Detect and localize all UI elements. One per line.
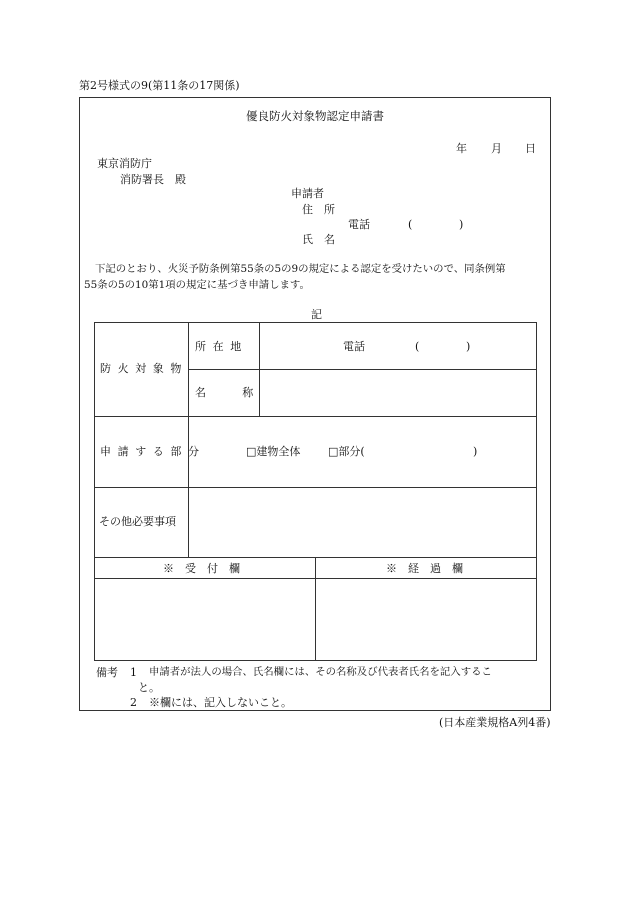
table-right-border — [536, 322, 537, 661]
location-phone-label: 電話 — [343, 340, 365, 353]
date-month-label: 月 — [491, 142, 502, 155]
applicant-phone-open: ( — [408, 218, 413, 231]
fire-target-label: 防火対象物 — [100, 362, 188, 375]
applicant-label: 申請者 — [291, 187, 324, 200]
note-2-number: 2 — [130, 696, 137, 709]
date-day-label: 日 — [525, 142, 536, 155]
applicant-name-label: 氏 名 — [302, 233, 335, 246]
location-name-divider — [188, 369, 537, 370]
body-text-line2: 55条の5の10第1項の規定に基づき申請します。 — [84, 279, 310, 291]
applicant-phone-close: ) — [459, 218, 464, 231]
reception-progress-divider — [315, 557, 316, 661]
note-2-text: ※欄には、記入しないこと。 — [149, 696, 292, 709]
applicant-phone-label: 電話 — [348, 218, 370, 231]
date-year-label: 年 — [456, 142, 467, 155]
other-items-label: その他必要事項 — [99, 515, 176, 528]
location-phone-close: ) — [466, 340, 471, 353]
addressee-chief: 消防署長 殿 — [120, 173, 186, 186]
location-label: 所在地 — [195, 340, 248, 353]
note-1-number: 1 — [130, 666, 137, 679]
jis-footer: (日本産業規格A列4番) — [439, 716, 551, 729]
whole-building-checkbox[interactable]: □建物全体 — [246, 445, 301, 458]
progress-column-header: ※ 経 過 欄 — [386, 562, 463, 575]
applicant-address-label: 住 所 — [302, 203, 335, 216]
table-top-border — [94, 322, 537, 323]
form-title: 優良防火対象物認定申請書 — [246, 109, 384, 123]
part-other-divider — [94, 487, 537, 488]
reception-column-header: ※ 受 付 欄 — [163, 562, 240, 575]
partial-checkbox[interactable]: □部分( — [328, 445, 365, 458]
applied-part-label: 申請する部分 — [100, 445, 206, 458]
body-text-line1: 下記のとおり、火災予防条例第55条の5の9の規定による認定を受けたいので、同条例第 — [95, 263, 506, 275]
label-column-divider — [188, 322, 189, 557]
table-left-border — [94, 322, 95, 661]
notes-label: 備考 — [96, 666, 118, 679]
location-phone-open: ( — [415, 340, 420, 353]
partial-close-paren: ) — [473, 445, 478, 458]
target-part-divider — [94, 416, 537, 417]
note-1-text: 申請者が法人の場合、氏名欄には、その名称及び代表者氏名を記入するこ — [149, 666, 492, 678]
ki-label: 記 — [311, 308, 322, 321]
addressee-org: 東京消防庁 — [97, 157, 152, 170]
name-label: 名称 — [195, 386, 290, 399]
form-number: 第2号様式の9(第11条の17関係) — [79, 79, 240, 92]
note-1-continuation: と。 — [138, 681, 160, 694]
